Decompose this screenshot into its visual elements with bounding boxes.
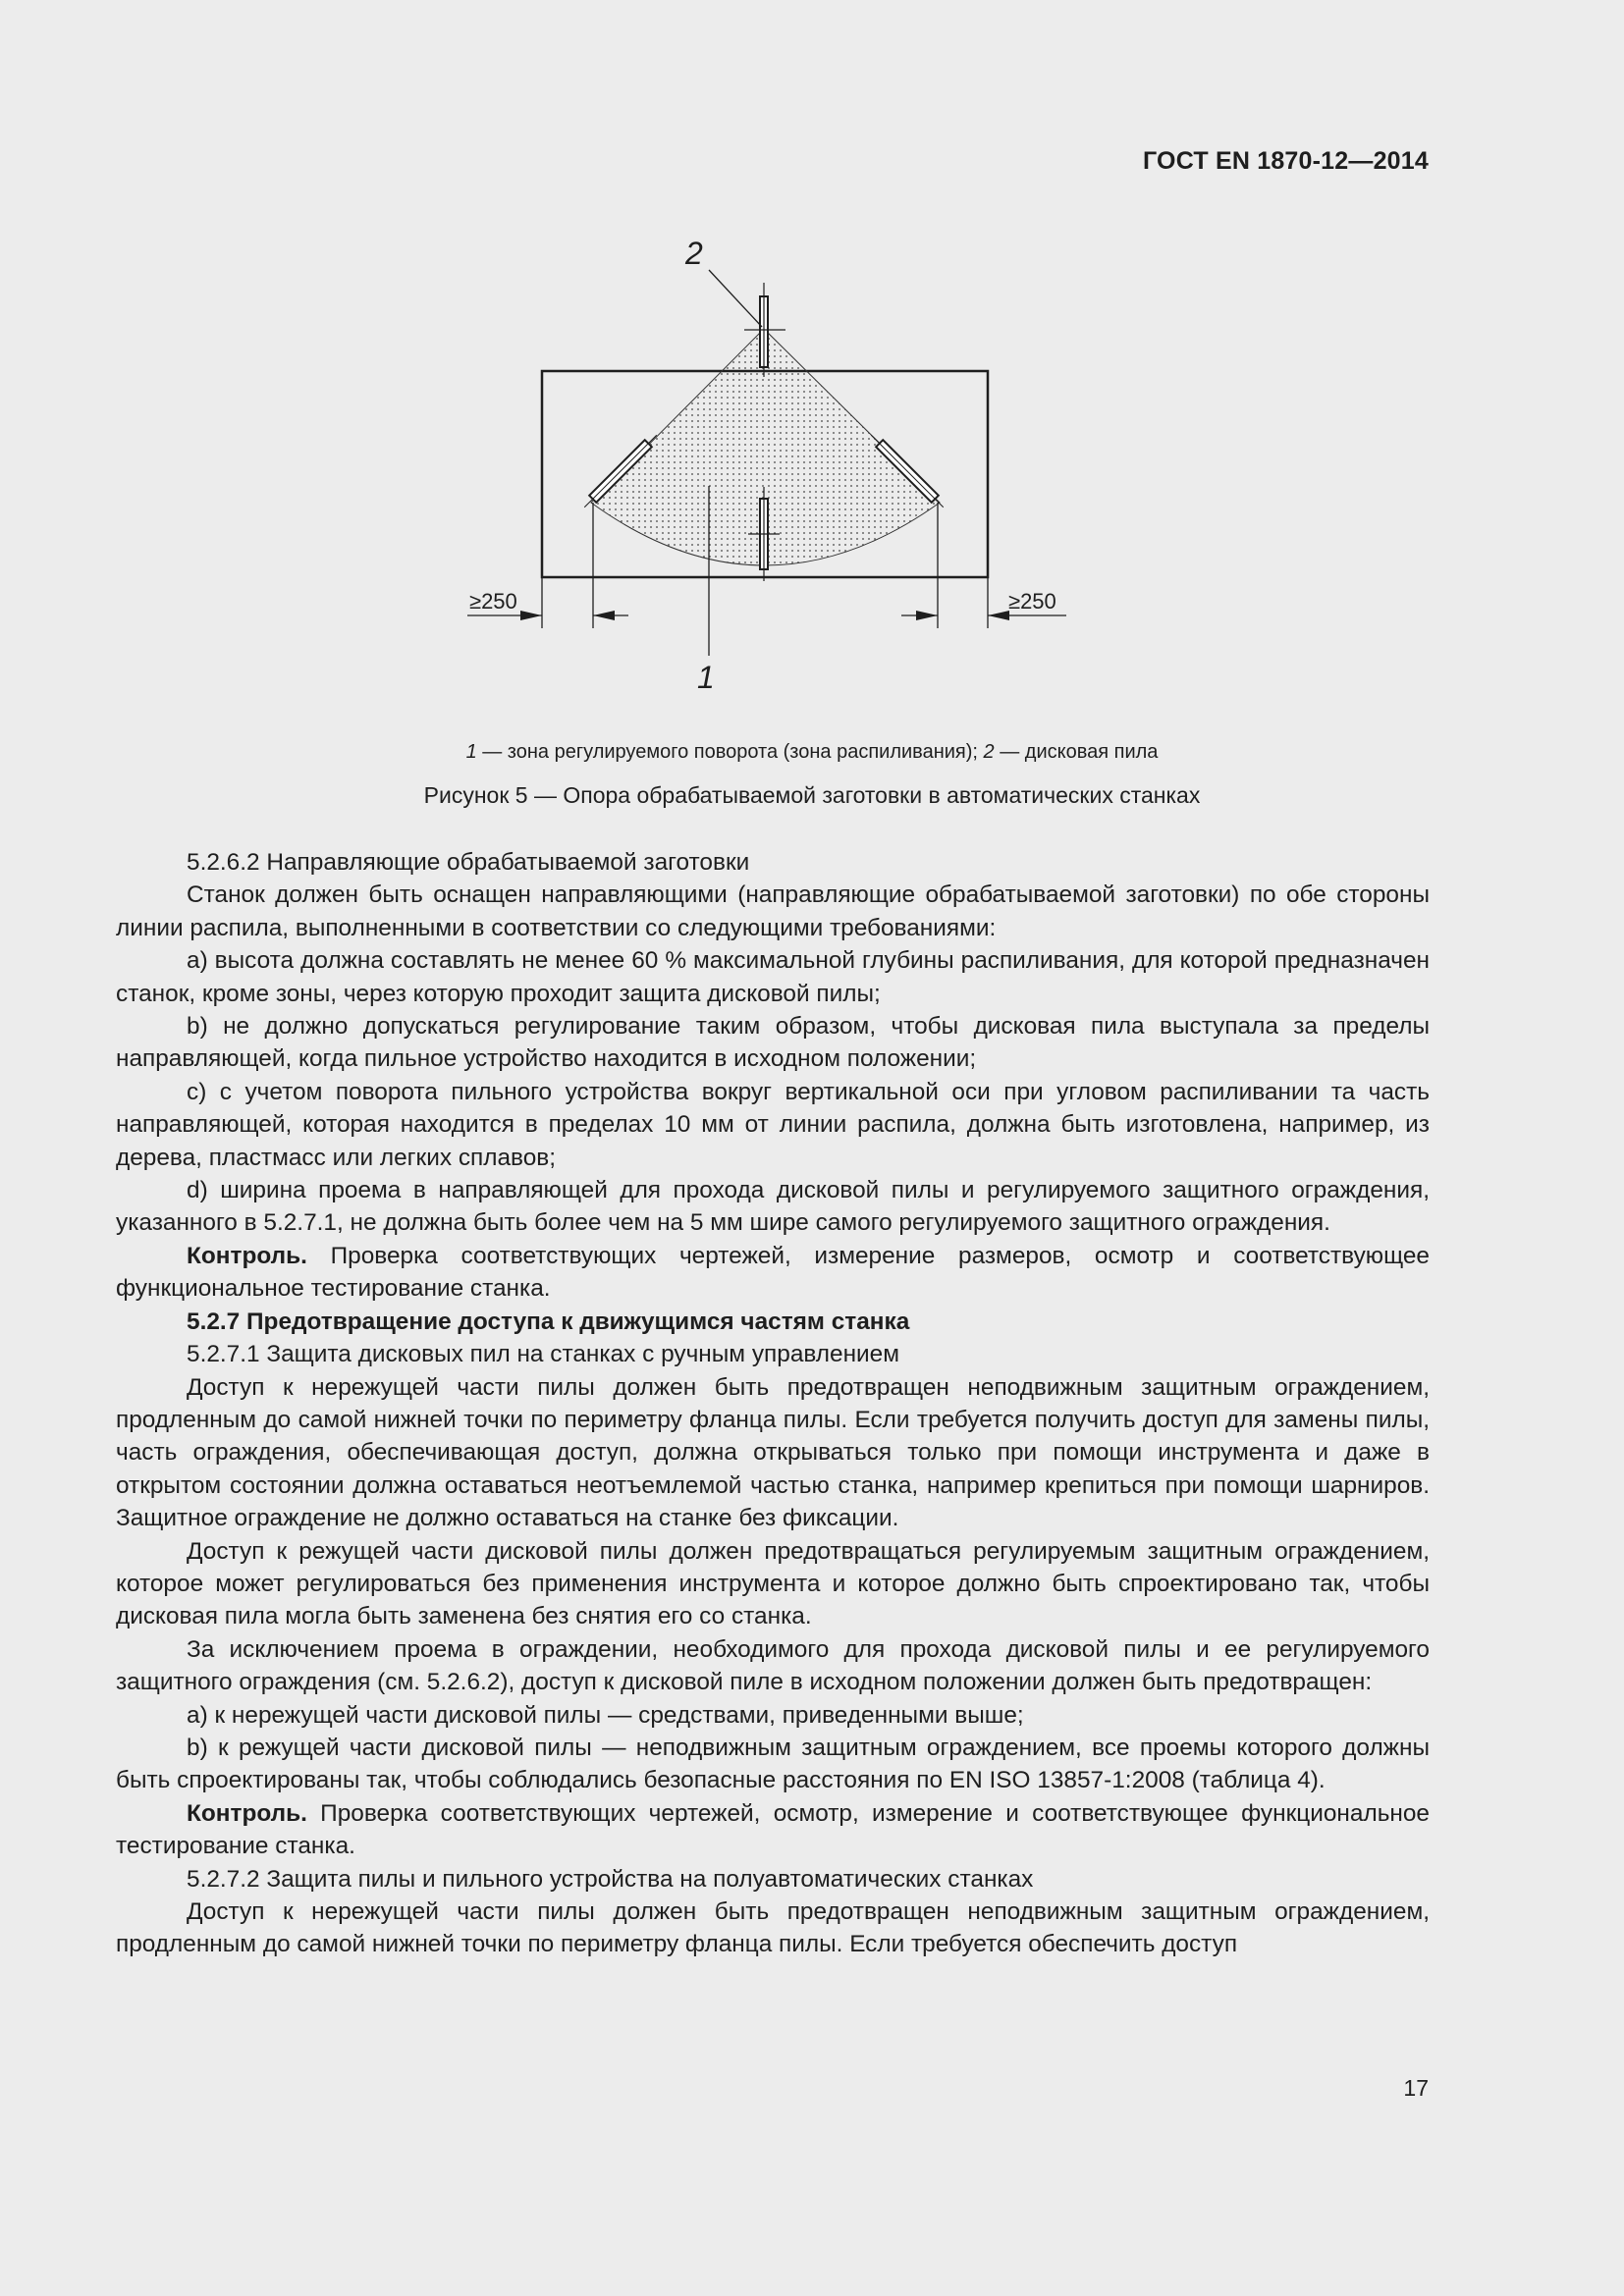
figure-drawing xyxy=(0,0,1624,746)
paragraph: Доступ к режущей части дисковой пилы должен предотвращаться регулируемым защитным ограждением, которое может регулироваться без применения инструмента и которое должно быть спроектировано так, чтобы дисковая пила могла быть заменена без снятия его со станка. xyxy=(116,1537,1430,1630)
document-code: ГОСТ EN 1870-12—2014 xyxy=(1143,147,1429,175)
control-paragraph: Контроль. Проверка соответствующих чертежей, осмотр, измерение и соответствующее функциональное тестирование станка. xyxy=(116,1799,1430,1860)
paragraph: Доступ к нережущей части пилы должен быть предотвращен неподвижным защитным ограждением, продленным до самой нижней точки по периметру фланца пилы. Если требуется обеспечить доступ xyxy=(116,1898,1430,1958)
list-item: b) к режущей части дисковой пилы — неподвижным защитным ограждением, все проемы которого должны быть спроектированы так, чтобы соблюдались безопасные расстояния по EN ISO 13857-1:2008 (таблица 4). xyxy=(116,1734,1430,1794)
list-item: b) не должно допускаться регулирование таким образом, чтобы дисковая пила выступала за пределы направляющей, когда пильное устройство находится в исходном положении; xyxy=(116,1013,1430,1073)
list-item: а) высота должна составлять не менее 60 % максимальной глубины распиливания, для которой предназначен станок, кроме зоны, через которую проходит защита дисковой пилы; xyxy=(116,947,1430,1007)
list-item: а) к нережущей части дисковой пилы — средствами, приведенными выше; xyxy=(187,1701,1024,1729)
control-paragraph: Контроль. Проверка соответствующих чертежей, измерение размеров, осмотр и соответствующее функциональное тестирование станка. xyxy=(116,1242,1430,1303)
paragraph: Доступ к нережущей части пилы должен быть предотвращен неподвижным защитным ограждением, продленным до самой нижней точки по периметру фланца пилы. Если требуется получить доступ для замены пилы, часть ограждения, обеспечивающая доступ, должна открываться только при помощи инструмента и даже в открытом состоянии должна оставаться неотъемлемой частью станка, например крепиться при помощи шарниров. Защитное ограждение не должно оставаться на станке без фиксации. xyxy=(116,1373,1430,1532)
figure-label-zone: 1 xyxy=(697,660,715,695)
clause-heading: 5.2.7.2 Защита пилы и пильного устройства на полуавтоматических станках xyxy=(187,1865,1034,1893)
paragraph: Станок должен быть оснащен направляющими (направляющие обрабатываемой заготовки) по обе стороны линии распила, выполненными в соответствии со следующими требованиями: xyxy=(116,881,1430,941)
list-item: с) с учетом поворота пильного устройства вокруг вертикальной оси при угловом распиливании та часть направляющей, которая находится в пределах 10 мм от линии распила, должна быть изготовлена, например, из дерева, пластмасс или легких сплавов; xyxy=(116,1078,1430,1171)
clause-heading: 5.2.7.1 Защита дисковых пил на станках с ручным управлением xyxy=(187,1341,900,1368)
dimension-left: ≥250 xyxy=(469,589,517,614)
list-item: d) ширина проема в направляющей для прохода дисковой пилы и регулируемого защитного ограждения, указанного в 5.2.7.1, не должна быть более чем на 5 мм шире самого регулируемого защитного ограждения. xyxy=(116,1177,1430,1237)
figure-label-saw: 2 xyxy=(685,236,703,271)
paragraph: За исключением проема в ограждении, необходимого для прохода дисковой пилы и ее регулируемого защитного ограждения (см. 5.2.6.2), доступ к дисковой пиле в исходном положении должен быть предотвращен: xyxy=(116,1635,1430,1696)
figure-legend: 1 — зона регулируемого поворота (зона распиливания); 2 — дисковая пила xyxy=(465,741,1159,763)
section-heading: 5.2.7 Предотвращение доступа к движущимся частям станка xyxy=(187,1308,910,1335)
figure-caption: Рисунок 5 — Опора обрабатываемой заготовки в автоматических станках xyxy=(423,782,1201,808)
page-number: 17 xyxy=(1403,2075,1429,2101)
figure-5 xyxy=(0,0,1624,746)
body-text xyxy=(116,846,1430,1961)
clause-heading: 5.2.6.2 Направляющие обрабатываемой заготовки xyxy=(187,849,750,876)
dimension-right: ≥250 xyxy=(1008,589,1056,614)
